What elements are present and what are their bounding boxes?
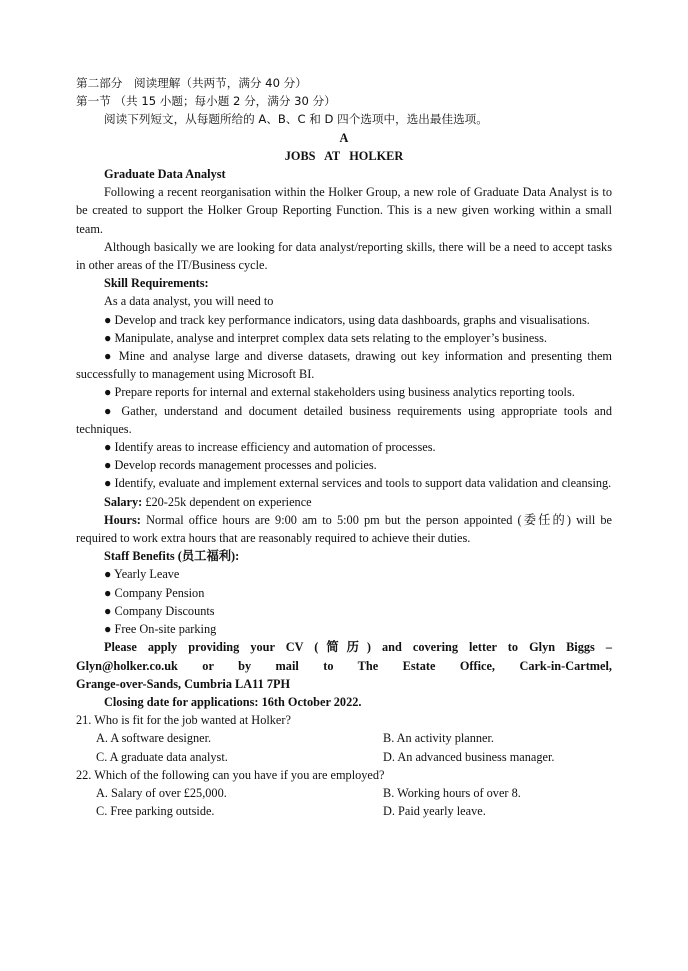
skills-lead: As a data analyst, you will need to <box>104 294 274 309</box>
benefit-item: ● Company Pension <box>104 585 205 600</box>
benefit-item: ● Company Discounts <box>104 603 215 618</box>
hours-value: Normal office hours are 9:00 am to 5:00 pm but the person appointed (委任的) will be required to work extra hours that are reasonably required to achieve their duties. <box>76 512 612 546</box>
skill-item: ● Mine and analyse large and diverse datasets, drawing out key information and presenting them successfully to management using Microsoft BI. <box>76 349 612 382</box>
apply-line-1: Please apply providing your CV (简历) and covering letter to Glyn Biggs – <box>104 640 612 655</box>
option-b[interactable]: B. An activity planner. <box>383 731 494 746</box>
option-d[interactable]: D. An advanced business manager. <box>383 749 555 764</box>
passage-letter: A <box>339 130 349 145</box>
salary-value: £20-25k dependent on experience <box>142 494 312 509</box>
hours-paragraph <box>76 511 612 547</box>
option-c[interactable]: C. Free parking outside. <box>96 804 215 819</box>
instruction-text: 阅读下列短文，从每题所给的 A、B、C 和 D 四个选项中，选出最佳选项。 <box>104 112 488 127</box>
benefit-item: ● Yearly Leave <box>104 567 180 582</box>
apply-line-3: Grange-over-Sands, Cumbria LA11 7PH <box>76 676 291 691</box>
question-options-row <box>76 802 612 820</box>
apply-line-2: Glyn@holker.co.uk or by mail to The Estate Office, Cark-in-Cartmel, <box>76 658 612 673</box>
option-b[interactable]: B. Working hours of over 8. <box>383 785 521 800</box>
skill-item: ● Gather, understand and document detailed business requirements using appropriate tools and techniques. <box>76 403 612 436</box>
question-stem: 21. Who is fit for the job wanted at Holker? <box>76 713 291 728</box>
job-title: Graduate Data Analyst <box>104 167 226 182</box>
skill-item: ● Develop and track key performance indicators, using data dashboards, graphs and visualisations. <box>104 312 590 327</box>
skill-item: ● Prepare reports for internal and external stakeholders using business analytics reporting tools. <box>104 385 575 400</box>
benefits-heading: Staff Benefits (员工福利): <box>104 549 240 564</box>
benefit-item: ● Free On-site parking <box>104 622 217 637</box>
skill-item: ● Identify, evaluate and implement external services and tools to support data validation and cleansing. <box>104 476 612 491</box>
option-d[interactable]: D. Paid yearly leave. <box>383 804 486 819</box>
question-options-row <box>76 729 612 747</box>
skills-heading: Skill Requirements: <box>104 276 209 291</box>
question-options-row <box>76 748 612 766</box>
intro-paragraph-1: Following a recent reorganisation within the Holker Group, a new role of Graduate Data Analyst is to be created to support the Holker Group Reporting Function. This is a new given working within a small team. <box>76 185 612 236</box>
hours-label: Hours: <box>104 512 141 527</box>
question-stem: 22. Which of the following can you have if you are employed? <box>76 767 385 782</box>
part-heading: 第二部分 阅读理解（共两节，满分 40 分） <box>76 76 307 90</box>
option-a[interactable]: A. Salary of over £25,000. <box>96 785 227 800</box>
salary-line <box>76 493 612 511</box>
question-options-row <box>76 784 612 802</box>
skill-item: ● Develop records management processes and policies. <box>104 458 377 473</box>
skill-item: ● Identify areas to increase efficiency and automation of processes. <box>104 440 436 455</box>
option-a[interactable]: A. A software designer. <box>96 731 212 746</box>
section-heading: 第一节 （共 15 小题；每小题 2 分，满分 30 分） <box>76 94 336 109</box>
exam-page <box>76 74 612 820</box>
passage-title: JOBS AT HOLKER <box>284 148 404 163</box>
skill-item: ● Manipulate, analyse and interpret complex data sets relating to the employer’s business. <box>104 330 547 345</box>
closing-date: Closing date for applications: 16th October 2022. <box>104 694 362 709</box>
salary-label: Salary: <box>104 494 143 509</box>
option-c[interactable]: C. A graduate data analyst. <box>96 749 228 764</box>
intro-paragraph-2: Although basically we are looking for data analyst/reporting skills, there will be a need to accept tasks in other areas of the IT/Business cycle. <box>76 239 612 273</box>
